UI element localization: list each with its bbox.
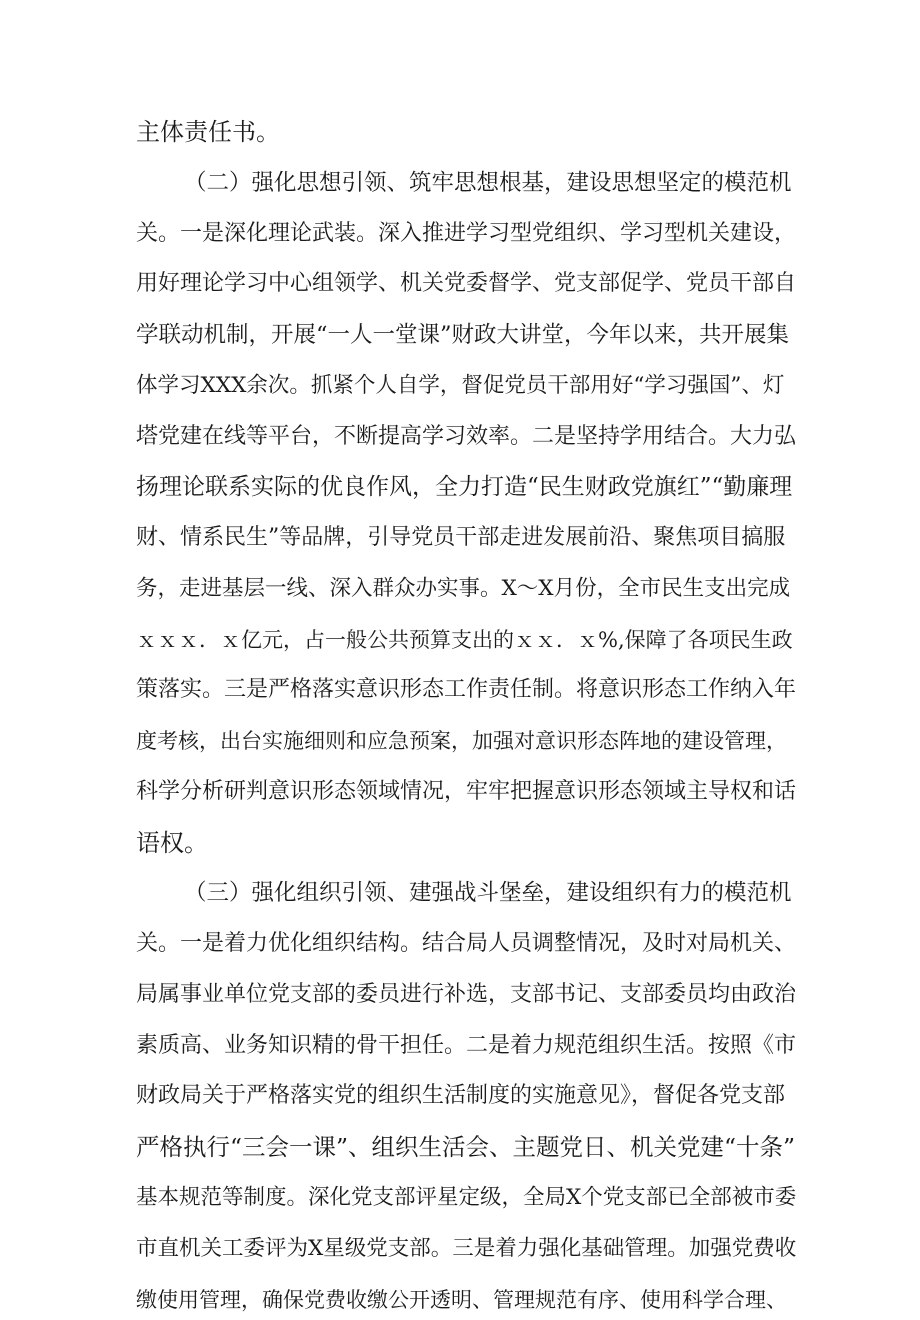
section-heading-line: （三）强化组织引领、建强战斗堡垒，建设组织有力的模范机 bbox=[184, 880, 792, 906]
text-line: 度考核，出台实施细则和应急预案，加强对意识形态阵地的建设管理， bbox=[136, 729, 787, 753]
text-line: 素质高、业务知识精的骨干担任。二是着力规范组织生活。按照《市 bbox=[136, 1033, 797, 1058]
text-line: 主体责任书。 bbox=[136, 118, 280, 146]
text-line: 关。一是深化理论武装。深入推进学习型党组织、学习型机关建设， bbox=[136, 221, 797, 246]
text-line: 市直机关工委评为X星级党支部。三是着力强化基础管理。加强党费收 bbox=[136, 1236, 797, 1261]
text-line: 缴使用管理，确保党费收缴公开透明、管理规范有序、使用科学合理、 bbox=[136, 1288, 787, 1312]
text-line: 财政局关于严格落实党的组织生活制度的实施意见》，督促各党支部 bbox=[136, 1083, 786, 1108]
text-line: 务，走进基层一线、深入群众办实事。X〜X月份，全市民生支出完成 bbox=[136, 576, 791, 601]
text-line: 学联动机制，开展“一人一堂课”财政大讲堂，今年以来，共开展集 bbox=[136, 322, 790, 348]
text-line: 财、情系民生”等品牌，引导党员干部走进发展前沿、聚焦项目搞服 bbox=[136, 525, 786, 550]
text-line: ｘｘｘ．ｘ亿元，占一般公共预算支出的ｘｘ．ｘ%,保障了各项民生政 bbox=[136, 628, 793, 652]
text-line: 严格执行“三会一课”、组织生活会、主题党日、机关党建“十条” bbox=[136, 1133, 796, 1161]
text-line: 语权。 bbox=[136, 829, 208, 857]
section-heading-line: （二）强化思想引领、筑牢思想根基，建设思想坚定的模范机 bbox=[184, 170, 792, 196]
text-line: 科学分析研判意识形态领域情况，牢牢把握意识形态领域主导权和话 bbox=[136, 779, 797, 804]
text-line: 塔党建在线等平台，不断提高学习效率。二是坚持学用结合。大力弘 bbox=[136, 424, 797, 449]
text-line: 基本规范等制度。深化党支部评星定级，全局X个党支部已全部被市委 bbox=[136, 1185, 797, 1210]
text-line: 用好理论学习中心组领学、机关党委督学、党支部促学、党员干部自 bbox=[136, 271, 797, 296]
text-line: 局属事业单位党支部的委员进行补选，支部书记、支部委员均由政治 bbox=[136, 982, 797, 1007]
text-line: 关。一是着力优化组织结构。结合局人员调整情况，及时对局机关、 bbox=[136, 931, 797, 956]
text-line: 策落实。三是严格落实意识形态工作责任制。将意识形态工作纳入年 bbox=[136, 677, 797, 702]
text-line: 体学习XXX余次。抓紧个人自学，督促党员干部用好“学习强国”、灯 bbox=[136, 373, 785, 398]
text-line: 扬理论联系实际的优良作风，全力打造“民生财政党旗红”“勤廉理 bbox=[136, 474, 793, 500]
